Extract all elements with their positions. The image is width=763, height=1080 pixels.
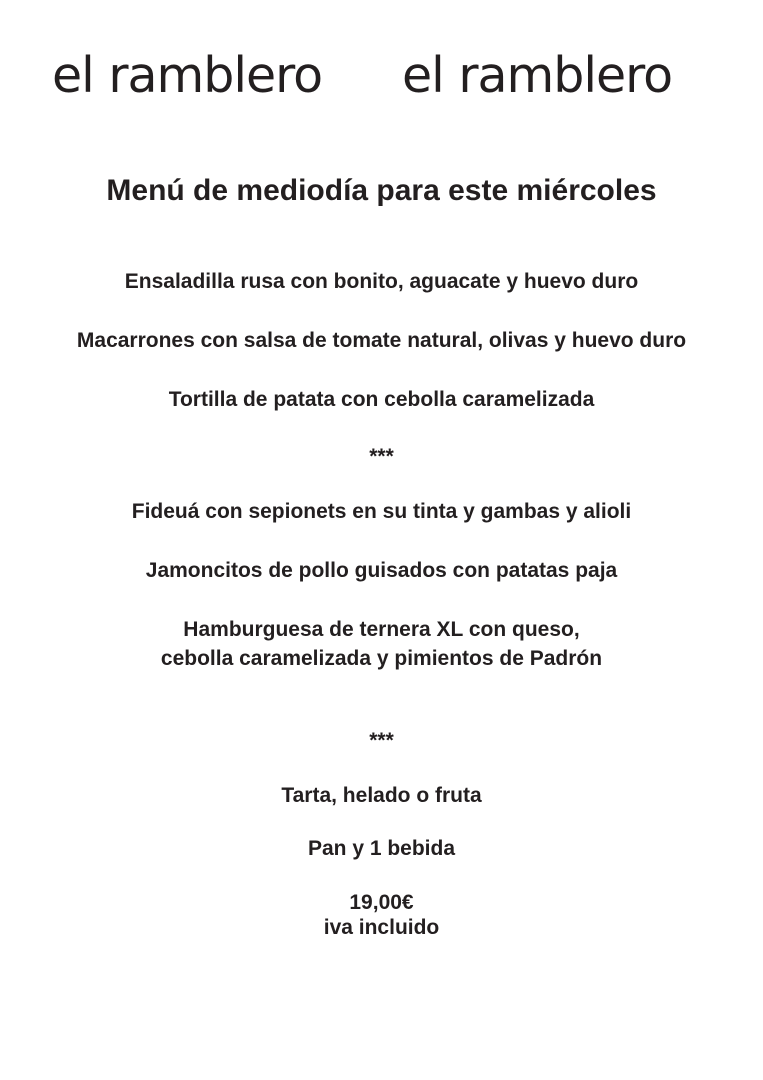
first-course-3: Tortilla de patata con cebolla caramelizada — [168, 388, 595, 411]
second-course-2: Jamoncitos de pollo guisados con patatas paja — [145, 559, 618, 582]
brand-logo-right: el ramblero — [402, 47, 673, 104]
price: 19,00€ — [349, 891, 414, 914]
first-course-2: Macarrones con salsa de tomate natural, olivas y huevo duro — [76, 329, 687, 352]
dessert-line: Tarta, helado o fruta — [281, 784, 482, 807]
second-course-3-line-1: Hamburguesa de ternera XL con queso, — [183, 618, 580, 641]
bread-drink-line: Pan y 1 bebida — [307, 837, 456, 860]
separator-1: *** — [369, 445, 394, 468]
tax-note: iva incluido — [323, 916, 440, 939]
second-course-3-line-2: cebolla caramelizada y pimientos de Padrón — [160, 647, 603, 670]
second-course-1: Fideuá con sepionets en su tinta y gambas y alioli — [131, 500, 632, 523]
first-course-1: Ensaladilla rusa con bonito, aguacate y huevo duro — [124, 270, 639, 293]
brand-logo-left: el ramblero — [52, 47, 323, 104]
separator-2: *** — [369, 729, 394, 752]
menu-title: Menú de mediodía para este miércoles — [106, 174, 657, 207]
